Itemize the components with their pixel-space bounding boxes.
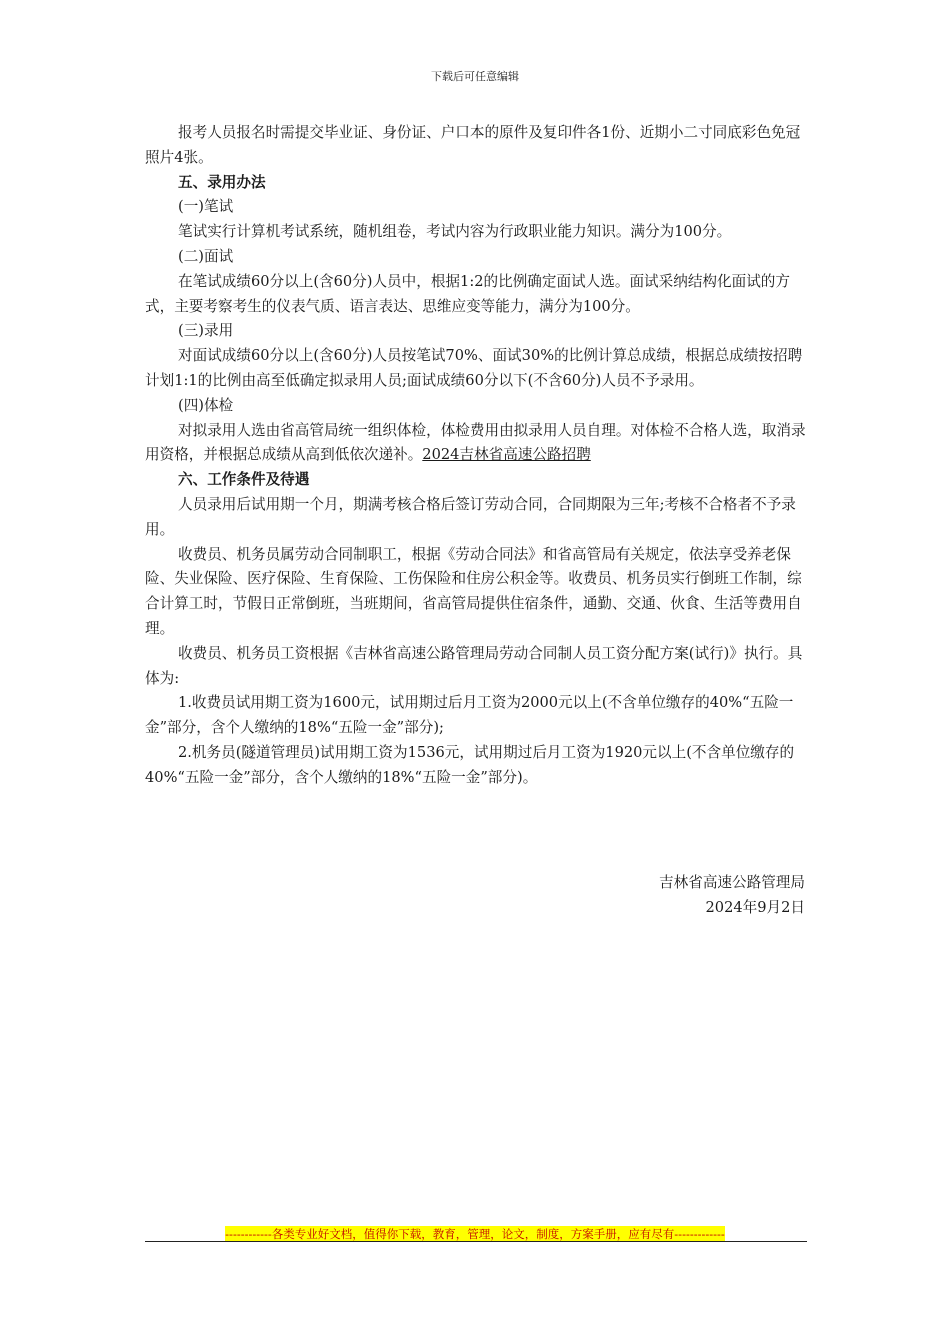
- paragraph-registration-docs: 报考人员报名时需提交毕业证、身份证、户口本的原件及复印件各1份、近期小二寸同底彩色免冠照片4张。: [145, 124, 801, 166]
- paragraph-medical: [145, 419, 807, 469]
- recruitment-link[interactable]: 2024吉林省高速公路招聘: [422, 446, 591, 464]
- paragraph-interview: 在笔试成绩60分以上(含60分)人员中，根据1:2的比例确定面试人选。面试采纳结构化面试的方式，主要考察考生的仪表气质、语言表达、思维应变等能力，满分为100分。: [145, 272, 790, 315]
- page-header: 下载后可任意编辑: [431, 70, 519, 83]
- paragraph-written-exam: 笔试实行计算机考试系统，随机组卷，考试内容为行政职业能力知识。满分为100分。: [178, 223, 732, 241]
- footer-banner: [0, 1223, 950, 1242]
- subsection-interview: (二)面试: [178, 247, 234, 265]
- document-body: [145, 121, 807, 791]
- paragraph-probation: 人员录用后试用期一个月，期满考核合格后签订劳动合同，合同期限为三年;考核不合格者不予录用。: [145, 495, 796, 538]
- footer-rule: [145, 1241, 807, 1242]
- footer-banner-text: ------------各类专业好文档，值得你下载，教育，管理，论文，制度，方案手册，应有尽有-------------: [225, 1227, 725, 1241]
- signature-date: 2024年9月2日: [705, 899, 805, 916]
- paragraph-benefits: 收费员、机务员属劳动合同制职工，根据《劳动合同法》和省高管局有关规定，依法享受养老保险、失业保险、医疗保险、生育保险、工伤保险和住房公积金等。收费员、机务员实行倒班工作制，综合计算工时，节假日正常倒班，当班期间，省高管局提供住宿条件，通勤、交通、伙食、生活等费用自理。: [145, 545, 802, 637]
- paragraph-salary-toll: 1.收费员试用期工资为1600元，试用期过后月工资为2000元以上(不含单位缴存的40%“五险一金”部分，含个人缴纳的18%“五险一金”部分);: [145, 694, 794, 737]
- subsection-medical: (四)体检: [178, 396, 234, 414]
- section-heading-5: 五、录用办法: [178, 173, 266, 191]
- paragraph-hiring: 对面试成绩60分以上(含60分)人员按笔试70%、面试30%的比例计算总成绩，根据总成绩按招聘计划1:1的比例由高至低确定拟录用人员;面试成绩60分以下(不含60分)人员不予录用。: [145, 347, 803, 389]
- subsection-hiring: (三)录用: [178, 322, 234, 340]
- paragraph-salary-mechanic: 2.机务员(隧道管理员)试用期工资为1536元，试用期过后月工资为1920元以上(不含单位缴存的40%“五险一金”部分，含个人缴纳的18%“五险一金”部分)。: [145, 743, 795, 786]
- subsection-written-exam: (一)笔试: [178, 198, 234, 216]
- signature-org: 吉林省高速公路管理局: [659, 874, 805, 891]
- section-heading-6: 六、工作条件及待遇: [178, 471, 310, 489]
- paragraph-salary-basis: 收费员、机务员工资根据《吉林省高速公路管理局劳动合同制人员工资分配方案(试行)》执行。具体为:: [145, 644, 803, 687]
- paragraph-medical-text: 对拟录用人选由省高管局统一组织体检，体检费用由拟录用人员自理。对体检不合格人选，取消录用资格，并根据总成绩从高到低依次递补。: [145, 421, 806, 464]
